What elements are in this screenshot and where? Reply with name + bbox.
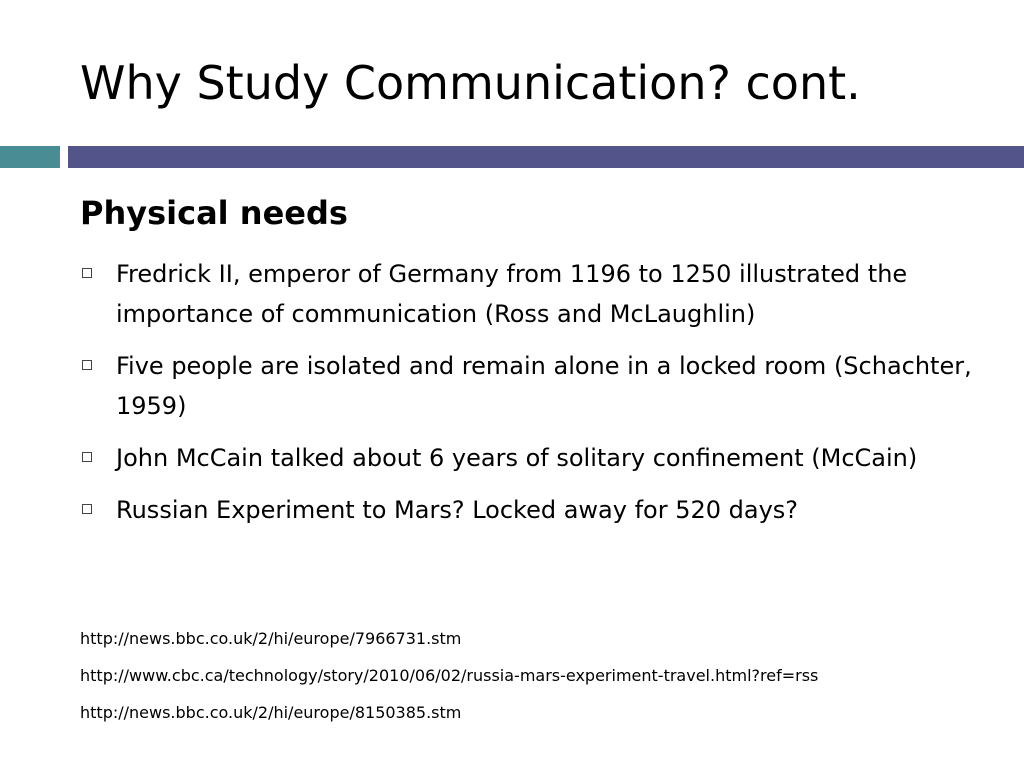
bullet-list	[80, 254, 980, 542]
bullet-item	[80, 346, 980, 426]
hollow-square-bullet-icon	[82, 504, 92, 514]
bullet-item	[80, 438, 980, 478]
bullet-text: Russian Experiment to Mars? Locked away for 520 days?	[116, 496, 799, 524]
accent-bar-purple	[68, 146, 1024, 168]
hollow-square-bullet-icon	[82, 268, 92, 278]
hollow-square-bullet-icon	[82, 360, 92, 370]
reference-link: http://news.bbc.co.uk/2/hi/europe/7966731.stm	[80, 629, 462, 648]
reference-link: http://www.cbc.ca/technology/story/2010/06/02/russia-mars-experiment-travel.html?ref=rss	[80, 666, 819, 685]
accent-bar-teal	[0, 146, 60, 168]
section-heading: Physical needs	[80, 194, 348, 232]
bullet-item	[80, 254, 980, 334]
bullet-text: Five people are isolated and remain alone in a locked room (Schachter, 1959)	[116, 352, 972, 420]
bullet-item	[80, 490, 980, 530]
reference-list	[80, 620, 1010, 731]
reference-link: http://news.bbc.co.uk/2/hi/europe/8150385.stm	[80, 703, 462, 722]
slide-title: Why Study Communication? cont.	[80, 56, 861, 110]
bullet-text: Fredrick II, emperor of Germany from 1196 to 1250 illustrated the importance of communication (Ross and McLaughlin)	[116, 260, 908, 328]
hollow-square-bullet-icon	[82, 452, 92, 462]
bullet-text: John McCain talked about 6 years of solitary confinement (McCain)	[116, 444, 918, 472]
